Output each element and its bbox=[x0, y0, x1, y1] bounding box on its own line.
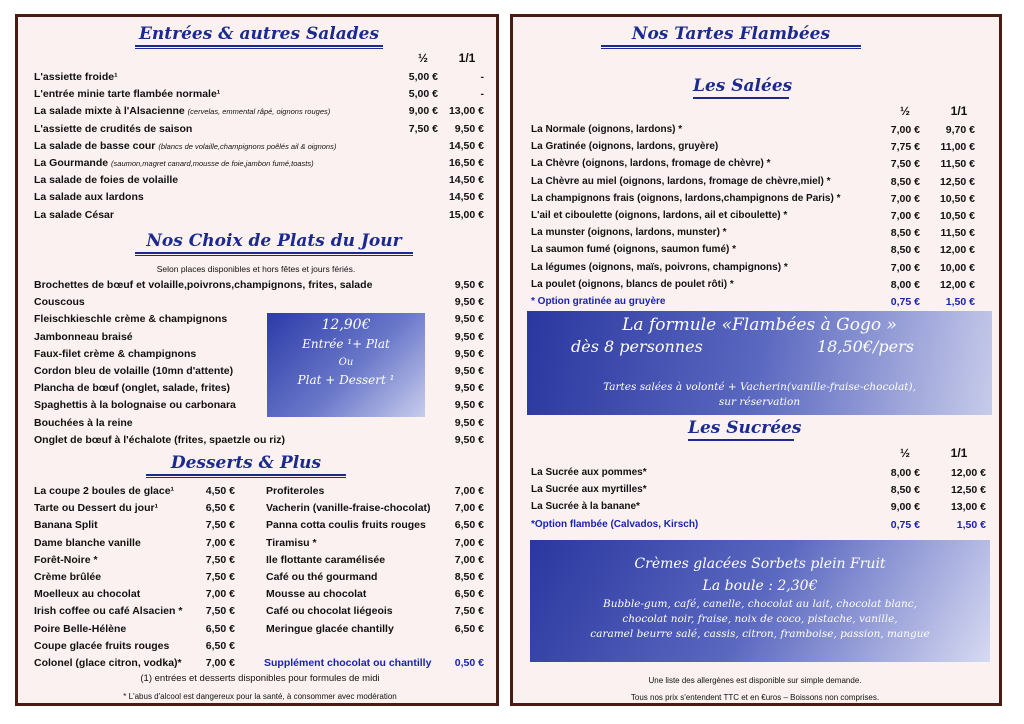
salee-price-full: 12,00 € bbox=[939, 244, 975, 257]
entree-price-full: - bbox=[480, 88, 484, 101]
entree-price-half: 7,50 € bbox=[408, 122, 438, 135]
entree-label: La salade César bbox=[34, 208, 114, 221]
salee-label: La saumon fumé (oignons, saumon fumé) * bbox=[531, 244, 737, 256]
dessert-label: Tarte ou Dessert du jour¹ bbox=[34, 502, 159, 515]
dessert-price: 6,50 € bbox=[454, 622, 484, 635]
dessert-label: Banana Split bbox=[34, 519, 98, 532]
dessert-price: 7,00 € bbox=[205, 657, 235, 669]
entree-price-full: 9,50 € bbox=[454, 122, 484, 135]
salee-price-full: 12,50 € bbox=[939, 175, 975, 188]
sucree-price-full: 12,50 € bbox=[950, 484, 986, 497]
entree-price-full: 14,50 € bbox=[448, 191, 484, 204]
entree-price-full: - bbox=[480, 71, 484, 83]
dessert-label: Dame blanche vanille bbox=[34, 536, 141, 549]
dessert-price: 6,50 € bbox=[205, 502, 235, 515]
lunch-formula-promo bbox=[267, 313, 425, 417]
dessert-price: 6,50 € bbox=[454, 519, 484, 532]
entree-label: L'assiette de crudités de saison bbox=[34, 122, 193, 135]
salee-price-half: 8,50 € bbox=[890, 227, 920, 240]
plat-item-label: Fleischkieschle crème & champignons bbox=[34, 313, 228, 326]
dessert-price: 6,50 € bbox=[454, 588, 484, 601]
dessert-label: Irish coffee ou café Alsacien * bbox=[34, 605, 183, 618]
plat-item-price: 9,50 € bbox=[454, 382, 484, 395]
sucree-label: La Sucrée aux pommes* bbox=[531, 467, 647, 478]
entree-label: La salade de foies de volaille bbox=[34, 174, 179, 187]
entree-label: La salade mixte à l'Alsacienne bbox=[34, 105, 185, 118]
entrees-title: Entrées & autres Salades bbox=[135, 24, 383, 49]
salees-col-half: ½ bbox=[899, 104, 910, 118]
flambees-a-gogo-promo bbox=[527, 311, 992, 415]
gogo-line2a: dès 8 personnes bbox=[571, 337, 703, 356]
plat-item-label: Cordon bleu de volaille (10mn d'attente) bbox=[34, 365, 234, 377]
dessert-price: 7,50 € bbox=[454, 605, 484, 618]
salee-label: La poulet (oignons, blancs de poulet rôti) * bbox=[531, 278, 734, 290]
dessert-label: Profiteroles bbox=[266, 485, 325, 497]
entree-item bbox=[34, 104, 330, 119]
plat-item-price: 9,50 € bbox=[454, 347, 484, 360]
plat-item-price: 9,50 € bbox=[454, 365, 484, 377]
entree-price-full: 16,50 € bbox=[448, 157, 484, 169]
sucrees-title: Les Sucrées bbox=[688, 418, 794, 442]
gogo-line1: La formule «Flambées à Gogo » bbox=[622, 315, 897, 335]
salee-label: La Gratinée (oignons, lardons, gruyère) bbox=[531, 141, 719, 153]
sucree-price-full: 1,50 € bbox=[956, 518, 986, 531]
sucree-price-full: 13,00 € bbox=[950, 501, 986, 514]
gogo-line4: sur réservation bbox=[718, 396, 801, 408]
salee-price-half: 8,50 € bbox=[890, 244, 920, 257]
sucree-price-full: 12,00 € bbox=[950, 467, 986, 479]
promo-line3: Plat + Dessert ¹ bbox=[297, 373, 395, 387]
dessert-label: Panna cotta coulis fruits rouges bbox=[266, 519, 426, 532]
entree-price-full: 14,50 € bbox=[448, 174, 484, 187]
desserts-footnote-2: * L'abus d'alcool est dangereux pour la santé, à consommer avec modération bbox=[123, 692, 397, 701]
plat-item-label: Faux-filet crème & champignons bbox=[34, 347, 197, 360]
salee-label: La champignons frais (oignons, lardons,champignons de Paris) * bbox=[531, 192, 841, 204]
dessert-label: Ile flottante caramélisée bbox=[266, 553, 386, 566]
salee-price-half: 7,00 € bbox=[890, 210, 920, 222]
dessert-label: Coupe glacée fruits rouges bbox=[34, 639, 170, 652]
entree-item bbox=[34, 156, 314, 171]
plat-item-label: Bouchées à la reine bbox=[34, 416, 133, 429]
sucree-label: La Sucrée aux myrtilles* bbox=[531, 484, 647, 496]
entree-item bbox=[34, 139, 336, 154]
salees-title: Les Salées bbox=[693, 76, 789, 100]
cremes-line5: caramel beurre salé, cassis, citron, framboise, passion, mangue bbox=[590, 628, 930, 640]
dessert-label: Café ou thé gourmand bbox=[266, 571, 378, 583]
sucree-price-half: 8,00 € bbox=[890, 467, 920, 479]
dessert-label: Forêt-Noire * bbox=[34, 553, 98, 566]
salee-price-full: 10,50 € bbox=[939, 192, 975, 205]
prices-note: Tous nos prix s'entendent TTC et en €uros – Boissons non comprises. bbox=[630, 693, 880, 702]
dessert-price: 4,50 € bbox=[205, 485, 235, 497]
entree-price-half: 9,00 € bbox=[408, 105, 438, 118]
dessert-price: 7,00 € bbox=[454, 536, 484, 549]
dessert-label: Meringue glacée chantilly bbox=[266, 622, 394, 635]
entree-item bbox=[34, 87, 220, 102]
salee-label: L'ail et ciboulette (oignons, lardons, ail et ciboulette) * bbox=[531, 210, 788, 221]
salee-price-full: 1,50 € bbox=[945, 296, 975, 308]
plat-item-label: Onglet de bœuf à l'échalote (frites, spaetzle ou riz) bbox=[34, 433, 286, 446]
plats-title: Nos Choix de Plats du Jour bbox=[135, 231, 413, 256]
plat-item-label: Brochettes de bœuf et volaille,poivrons,champignons, frites, salade bbox=[34, 279, 373, 291]
dessert-label: Vacherin (vanille-fraise-chocolat) bbox=[266, 502, 431, 515]
salee-price-full: 12,00 € bbox=[939, 278, 975, 291]
salees-option-label: * Option gratinée au gruyère bbox=[531, 296, 666, 307]
entree-price-half: 5,00 € bbox=[408, 71, 438, 83]
promo-line1: Entrée ¹+ Plat bbox=[302, 337, 390, 351]
entree-price-full: 14,50 € bbox=[448, 139, 484, 152]
plat-item-label: Plancha de bœuf (onglet, salade, frites) bbox=[34, 382, 231, 395]
salee-label: La munster (oignons, lardons, munster) * bbox=[531, 227, 727, 239]
plat-item-price: 9,50 € bbox=[454, 416, 484, 429]
dessert-price: 7,50 € bbox=[205, 553, 235, 566]
salee-price-half: 0,75 € bbox=[890, 296, 920, 308]
salee-price-half: 7,75 € bbox=[890, 141, 920, 154]
cremes-line1: Crèmes glacées Sorbets plein Fruit bbox=[634, 556, 886, 572]
dessert-price: 7,00 € bbox=[454, 553, 484, 566]
promo-price: 12,90€ bbox=[321, 317, 371, 333]
salee-price-half: 7,00 € bbox=[890, 124, 920, 136]
dessert-label: Poire Belle-Hélène bbox=[34, 622, 127, 635]
salees-col-full: 1/1 bbox=[950, 104, 968, 118]
entree-label: La Gourmande bbox=[34, 157, 109, 169]
sucree-label: La Sucrée à la banane* bbox=[531, 501, 640, 513]
sucree-price-half: 8,50 € bbox=[890, 484, 920, 497]
cremes-line4: chocolat noir, fraise, noix de coco, pistache, vanille, bbox=[622, 613, 898, 625]
dessert-label: Crème brûlée bbox=[34, 571, 102, 583]
entree-price-half: 5,00 € bbox=[408, 88, 438, 101]
salee-price-full: 10,50 € bbox=[939, 210, 975, 222]
dessert-label: Colonel (glace citron, vodka)* bbox=[34, 657, 182, 669]
plat-item-label: Spaghettis à la bolognaise ou carbonara bbox=[34, 399, 236, 412]
entree-label: La salade de basse cour bbox=[34, 139, 156, 152]
entree-item bbox=[34, 70, 118, 85]
entree-price-full: 15,00 € bbox=[448, 208, 484, 221]
dessert-price: 7,50 € bbox=[205, 519, 235, 532]
dessert-price: 7,00 € bbox=[205, 588, 235, 601]
desserts-title: Desserts & Plus bbox=[146, 453, 346, 478]
dessert-price: 8,50 € bbox=[454, 571, 484, 583]
tartes-title: Nos Tartes Flambées bbox=[601, 24, 861, 49]
dessert-label: La coupe 2 boules de glace¹ bbox=[34, 485, 175, 497]
dessert-label: Moelleux au chocolat bbox=[34, 588, 141, 601]
entree-item bbox=[34, 122, 192, 137]
promo-line2: Ou bbox=[338, 357, 354, 368]
plat-item-price: 9,50 € bbox=[454, 330, 484, 343]
salee-label: La Chèvre au miel (oignons, lardons, fromage de chèvre,miel) * bbox=[531, 175, 831, 187]
plat-item-label: Jambonneau braisé bbox=[34, 330, 133, 343]
gogo-line2b: 18,50€/pers bbox=[817, 337, 914, 356]
salee-label: La Normale (oignons, lardons) * bbox=[531, 124, 683, 135]
salee-price-half: 8,00 € bbox=[890, 278, 920, 291]
plat-item-price: 9,50 € bbox=[454, 433, 484, 446]
entree-price-full: 13,00 € bbox=[448, 105, 484, 118]
salee-price-half: 7,00 € bbox=[890, 192, 920, 205]
entree-note: (cervelas, emmental râpé, oignons rouges) bbox=[187, 107, 331, 117]
dessert-label: Tiramisu * bbox=[266, 536, 317, 549]
entree-label: L'assiette froide¹ bbox=[34, 71, 118, 83]
salee-label: La Chèvre (oignons, lardons, fromage de chèvre) * bbox=[531, 158, 771, 170]
salee-price-half: 7,00 € bbox=[890, 261, 920, 274]
dessert-price: 0,50 € bbox=[454, 657, 484, 669]
sucree-price-half: 9,00 € bbox=[890, 501, 920, 514]
entrees-col-full: 1/1 bbox=[458, 51, 476, 65]
allergen-note: Une liste des allergènes est disponible sur simple demande. bbox=[648, 676, 862, 685]
cremes-line3: Bubble-gum, café, canelle, chocolat au lait, chocolat blanc, bbox=[602, 598, 918, 610]
salee-price-full: 9,70 € bbox=[945, 124, 975, 136]
dessert-price: 6,50 € bbox=[205, 639, 235, 652]
cremes-line2: La boule : 2,30€ bbox=[702, 578, 818, 594]
plat-item-label: Couscous bbox=[34, 296, 85, 309]
entrees-col-half: ½ bbox=[417, 51, 428, 65]
dessert-label: Café ou chocolat liégeois bbox=[266, 605, 393, 618]
dessert-price: 7,00 € bbox=[454, 502, 484, 515]
dessert-price: 7,00 € bbox=[454, 485, 484, 497]
dessert-label: Mousse au chocolat bbox=[266, 588, 367, 601]
entree-label: La salade aux lardons bbox=[34, 191, 144, 204]
salee-price-full: 11,00 € bbox=[940, 141, 975, 154]
plat-item-price: 9,50 € bbox=[454, 296, 484, 309]
sucree-price-half: 0,75 € bbox=[890, 518, 920, 531]
dessert-price: 7,50 € bbox=[205, 605, 235, 618]
ice-cream-promo bbox=[530, 540, 990, 662]
plats-subtitle: Selon places disponibles et hors fêtes et jours fériés. bbox=[156, 264, 356, 274]
entree-item bbox=[34, 208, 114, 223]
entree-note: (saumon,magret canard,mousse de foie,jambon fumé,toasts) bbox=[111, 159, 314, 168]
desserts-footnote-1: (1) entrées et desserts disponibles pour formules de midi bbox=[140, 673, 380, 684]
plat-item-price: 9,50 € bbox=[454, 313, 484, 326]
sucrees-col-full: 1/1 bbox=[950, 446, 968, 460]
plat-item-price: 9,50 € bbox=[454, 279, 484, 291]
salee-label: La légumes (oignons, maïs, poivrons, champignons) * bbox=[531, 261, 788, 273]
dessert-price: 7,00 € bbox=[205, 536, 235, 549]
sucrees-col-half: ½ bbox=[899, 446, 910, 460]
salee-price-full: 11,50 € bbox=[940, 227, 975, 240]
salee-price-half: 7,50 € bbox=[890, 158, 920, 171]
gogo-line3: Tartes salées à volonté + Vacherin(vanille-fraise-chocolat), bbox=[603, 381, 916, 393]
dessert-price: 6,50 € bbox=[205, 622, 235, 635]
salee-price-full: 11,50 € bbox=[940, 158, 975, 171]
sucrees-option-label: *Option flambée (Calvados, Kirsch) bbox=[531, 518, 699, 530]
entree-note: (blancs de volaille,champignons poêlés ail & oignons) bbox=[158, 141, 337, 151]
salee-price-full: 10,00 € bbox=[939, 261, 975, 274]
dessert-price: 7,50 € bbox=[205, 571, 235, 583]
entree-item bbox=[34, 173, 178, 188]
plat-item-price: 9,50 € bbox=[454, 399, 484, 412]
salee-price-half: 8,50 € bbox=[890, 175, 920, 188]
entree-label: L'entrée minie tarte flambée normale¹ bbox=[34, 88, 221, 101]
entree-item bbox=[34, 190, 144, 205]
dessert-label: Supplément chocolat ou chantilly bbox=[264, 657, 432, 669]
